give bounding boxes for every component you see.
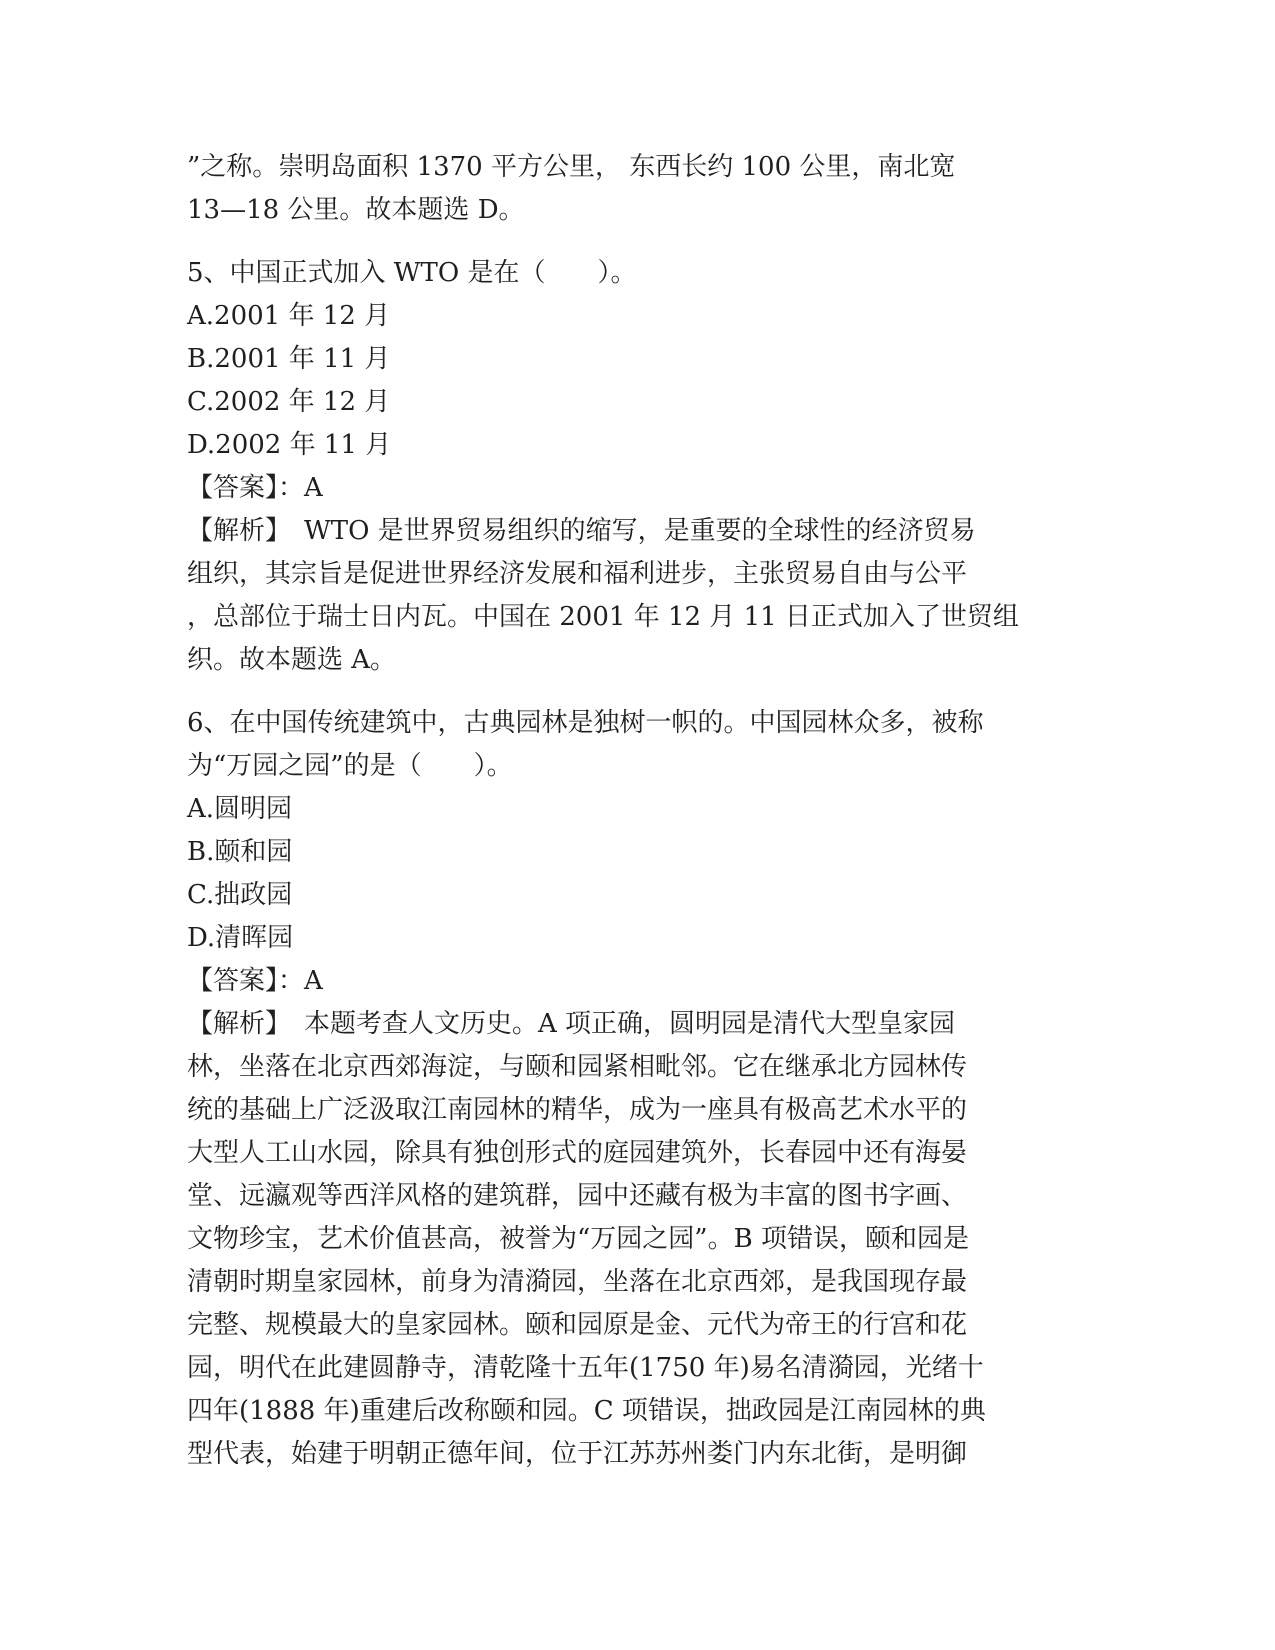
option-b: B.2001 年 11 月 [187, 344, 391, 374]
continuation-paragraph [187, 146, 1087, 232]
analysis-line: 统的基础上广泛汲取江南园林的精华，成为一座具有极高艺术水平的 [187, 1095, 968, 1125]
answer-line: 【答案】：A [187, 966, 323, 996]
analysis-line: 堂、远瀛观等西洋风格的建筑群，园中还藏有极为丰富的图书字画、 [187, 1181, 968, 1211]
question-stem: 5、中国正式加入 WTO 是在（ ）。 [187, 258, 637, 288]
analysis-line: 型代表，始建于明朝正德年间，位于江苏苏州娄门内东北街，是明御 [187, 1439, 968, 1469]
analysis-line: 四年(1888 年)重建后改称颐和园。C 项错误，拙政园是江南园林的典 [187, 1396, 986, 1426]
option-c: C.2002 年 12 月 [187, 387, 391, 417]
analysis-line: 园，明代在此建圆静寺，清乾隆十五年(1750 年)易名清漪园，光绪十 [187, 1353, 984, 1383]
text-line: ”之称。崇明岛面积 1370 平方公里， 东西长约 100 公里，南北宽 [187, 152, 956, 182]
analysis-line: 清朝时期皇家园林，前身为清漪园，坐落在北京西郊，是我国现存最 [187, 1267, 968, 1297]
option-d: D.2002 年 11 月 [187, 430, 392, 460]
question-stem: 6、在中国传统建筑中，古典园林是独树一帜的。中国园林众多，被称 [187, 708, 984, 738]
option-b: B.颐和园 [187, 837, 293, 867]
question-5 [187, 252, 1087, 682]
analysis-line: 完整、规模最大的皇家园林。颐和园原是金、元代为帝王的行宫和花 [187, 1310, 968, 1340]
analysis-line: ，总部位于瑞士日内瓦。中国在 2001 年 12 月 11 日正式加入了世贸组 [187, 602, 1019, 632]
option-d: D.清晖园 [187, 923, 294, 953]
page-content [187, 146, 1087, 1476]
option-c: C.拙政园 [187, 880, 293, 910]
answer-line: 【答案】：A [187, 473, 323, 503]
option-a: A.2001 年 12 月 [187, 301, 391, 331]
analysis-line: 织。故本题选 A。 [187, 645, 397, 675]
analysis-line: 组织，其宗旨是促进世界经济发展和福利进步，主张贸易自由与公平 [187, 559, 968, 589]
text-line: 13—18 公里。故本题选 D。 [187, 195, 525, 225]
analysis-line: 【解析】 本题考查人文历史。A 项正确，圆明园是清代大型皇家园 [187, 1009, 956, 1039]
analysis-line: 【解析】 WTO 是世界贸易组织的缩写，是重要的全球性的经济贸易 [187, 516, 976, 546]
option-a: A.圆明园 [187, 794, 293, 824]
analysis-line: 大型人工山水园，除具有独创形式的庭园建筑外，长春园中还有海晏 [187, 1138, 968, 1168]
question-stem: 为“万园之园”的是（ ）。 [187, 751, 513, 781]
question-6 [187, 702, 1087, 1476]
analysis-line: 林，坐落在北京西郊海淀，与颐和园紧相毗邻。它在继承北方园林传 [187, 1052, 968, 1082]
analysis-line: 文物珍宝，艺术价值甚高，被誉为“万园之园”。B 项错误，颐和园是 [187, 1224, 969, 1254]
